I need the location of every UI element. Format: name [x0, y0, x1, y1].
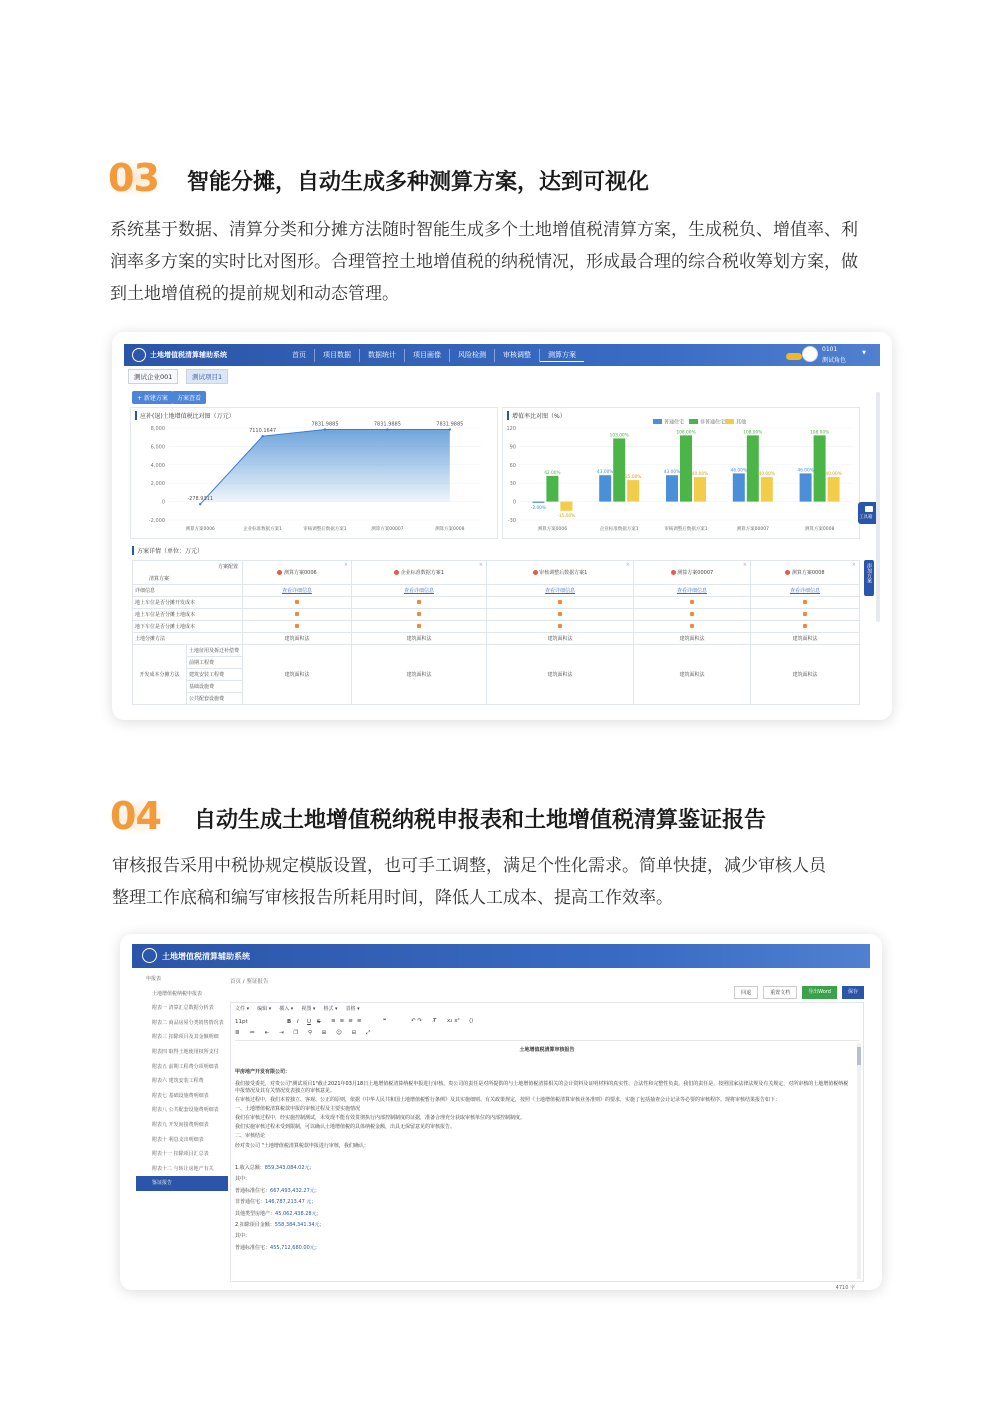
y-tick-label: 0	[161, 499, 165, 506]
table-cell	[352, 609, 487, 621]
chart-rate-bars	[503, 408, 861, 540]
corner-bottom: 清算方案	[149, 576, 170, 582]
amount-label: 普通标准住宅：	[235, 1244, 271, 1251]
font-size-select[interactable]: 11pt	[235, 1019, 248, 1025]
view-detail-link[interactable]: 查看详细信息	[352, 585, 487, 597]
bold-icon[interactable]: B	[287, 1019, 292, 1025]
table-row	[133, 597, 860, 609]
bar	[814, 435, 826, 501]
sidebar-item[interactable]: 附表五 前期工程费分项明细表	[152, 1063, 219, 1070]
toolbox-label: 工具箱	[859, 515, 873, 520]
data-label: 43.00%	[597, 470, 614, 476]
view-detail-link[interactable]: 查看详细信息	[243, 585, 352, 597]
view-detail-link[interactable]: 查看详细信息	[634, 585, 751, 597]
main-nav	[284, 349, 584, 362]
bar	[761, 477, 773, 502]
table-row	[133, 633, 860, 645]
sub-item-label: 基础设施费	[187, 681, 243, 693]
close-icon[interactable]: ×	[478, 562, 483, 568]
flag-icon	[558, 600, 562, 604]
amount-label: 2.扣除项目金额：	[235, 1221, 275, 1228]
data-label: 40.00%	[758, 472, 775, 478]
align-icons[interactable]: ≡≡≡≡	[331, 1018, 366, 1024]
amount-value: 558,384,341.34元；	[274, 1221, 325, 1228]
x-tick-label: 企业标准数据方案1	[243, 527, 283, 532]
bar	[532, 502, 544, 503]
amount-row	[235, 1245, 635, 1256]
amount-label: 非普通住宅：	[235, 1199, 266, 1206]
flag-icon	[558, 624, 562, 628]
scheme-column-header[interactable]	[352, 561, 487, 585]
list-icons[interactable]: ≣ ≔ ⇤ ⇥ ❐ ⚲ ⊞ ☺ ⊟ ⤢	[235, 1030, 375, 1036]
bar	[560, 502, 572, 511]
data-label: 103.00%	[609, 433, 629, 439]
sidebar-item[interactable]: 鉴证报告	[136, 1176, 228, 1191]
data-label: 46.00%	[730, 468, 747, 474]
row-label: 土地分摊方法	[133, 633, 243, 645]
nav-audit-adjust[interactable]: 审核调整	[495, 349, 540, 362]
rich-text-editor[interactable]	[230, 1002, 864, 1290]
italic-icon[interactable]: I	[297, 1019, 299, 1025]
report-sidebar	[136, 972, 228, 1282]
amount-row	[235, 1211, 635, 1222]
data-point	[199, 503, 201, 505]
data-label: 42.00%	[544, 470, 561, 476]
editor-menu-item[interactable]: 格式 ▾	[323, 1006, 338, 1012]
table-cell: 建筑面积法	[634, 633, 751, 645]
paragraph-line: 整理工作底稿和编写审核报告所耗用时间，降低人工成本、提高工作效率。	[112, 888, 673, 908]
new-scheme-button[interactable]: + 新建方案	[132, 391, 173, 404]
sidebar-item[interactable]: 附表一 清算汇总数据分析表	[152, 1005, 214, 1012]
legend-label: 其他	[736, 419, 747, 426]
data-label: 7831.9885	[436, 421, 464, 428]
y-tick-label: 0	[512, 499, 516, 506]
sidebar-item[interactable]: 附表八 公共配套设施费明细表	[152, 1107, 219, 1114]
close-icon[interactable]: ×	[742, 562, 747, 568]
flag-icon	[690, 600, 694, 604]
flag-icon	[803, 612, 807, 616]
legend-label: 普通住宅	[664, 419, 685, 426]
nav-home[interactable]: 首页	[284, 349, 315, 362]
y-tick-label: 120	[506, 426, 516, 432]
sidebar-item[interactable]: 附表四 取得土地使用权所支付	[152, 1048, 219, 1055]
document-paragraph: 我们实施审核过程未受到限制，可以确认土地增值税的具体纳税金额，出具无保留意见的审核报告。	[235, 1124, 456, 1131]
x-tick-label: 企业标准数据方案1	[599, 527, 639, 532]
scheme-column-header[interactable]	[750, 561, 859, 585]
area-fill	[200, 430, 450, 505]
sidebar-item[interactable]: 附表十一 扣除项目汇总表	[152, 1151, 209, 1158]
strike-icon[interactable]: S	[317, 1019, 321, 1025]
flag-icon	[690, 624, 694, 628]
table-cell	[634, 609, 751, 621]
table-cell	[243, 597, 352, 609]
amount-row	[235, 1188, 635, 1199]
section-number: 03	[108, 156, 159, 200]
section-title: 智能分摊，自动生成多种测算方案，达到可视化	[187, 170, 650, 195]
x-tick-label: 测算方案0006	[537, 527, 568, 532]
quote-icon[interactable]: ❝	[383, 1018, 386, 1024]
view-detail-link[interactable]: 查看详细信息	[750, 585, 859, 597]
paragraph-line: 审核报告采用中税协规定模版设置，也可手工调整，满足个性化需求。简单快捷，减少审核人员	[112, 856, 826, 876]
flag-icon	[417, 624, 421, 628]
document-paragraph: 我们接受委托，对贵公司"测试项目1"截止2021年03月18日土地增值税清算纳税申报进行审核。贵公司的责任是对所提供的与土地增值税清算相关的会计资料及证明材料的真实性、合法性和完整性负责。我们的责任是，按照国家法律法规及有关规定，对所审核的土地增值税纳税申报情况及其有关情况发表独立的审核意见。	[235, 1081, 849, 1094]
export-word-button[interactable]: 导出Word	[802, 986, 837, 999]
amount-row	[235, 1222, 635, 1233]
sub-item-label: 公共配套设施费	[187, 693, 243, 705]
flag-icon	[803, 600, 807, 604]
table-cell: 建筑面积法	[243, 645, 352, 705]
avatar	[802, 346, 818, 362]
scheme-status-icon	[394, 570, 399, 575]
bar	[800, 473, 812, 501]
bar	[546, 476, 558, 502]
flag-icon	[295, 612, 299, 616]
editor-menubar	[235, 1005, 360, 1012]
table-cell	[486, 621, 633, 633]
data-label: -2.00%	[530, 505, 547, 511]
scheme-column-header[interactable]	[486, 561, 633, 585]
section-paragraph	[110, 214, 900, 310]
report-actions	[734, 986, 864, 999]
table-cell	[750, 609, 859, 621]
editor-toolbar	[235, 1017, 859, 1041]
nav-risk-check[interactable]: 风险检测	[450, 349, 495, 362]
bar	[613, 438, 625, 501]
editor-menu-item[interactable]: 文件 ▾	[235, 1006, 250, 1012]
sub-item-label: 前期工程费	[187, 657, 243, 669]
data-label: 35.00%	[625, 475, 642, 481]
document-title: 土地增值税清算审核报告	[519, 1047, 575, 1053]
data-point	[386, 428, 388, 430]
chart-rate-title: 增值率比对图（%）	[507, 411, 566, 420]
table-cell: 建筑面积法	[352, 633, 487, 645]
scheme-status-icon	[277, 570, 282, 575]
scheme-name: 审核调整后数据方案1	[539, 570, 588, 576]
legend-swatch	[725, 419, 734, 424]
table-header-row	[133, 561, 860, 585]
scheme-column-header[interactable]	[634, 561, 751, 585]
data-label: 46.00%	[797, 468, 814, 474]
table-cell	[750, 621, 859, 633]
sidebar-item[interactable]: 附表十 利息支出明细表	[152, 1136, 204, 1143]
table-row	[133, 585, 860, 597]
editor-menu-item[interactable]: 视图 ▾	[301, 1006, 316, 1012]
data-label: 7831.9885	[373, 421, 401, 428]
y-tick-label: 30	[509, 481, 516, 488]
x-tick-label: 审核调整后数据方案1	[664, 527, 708, 532]
amount-row	[235, 1233, 635, 1244]
data-label: 43.00%	[663, 470, 681, 476]
table-cell	[352, 621, 487, 633]
sidebar-item[interactable]: 附表十二 与转让房地产有关	[152, 1165, 214, 1172]
screenshot-scheme-comparison	[112, 332, 892, 720]
corner-top: 方案配置	[217, 564, 238, 570]
close-icon[interactable]: ×	[851, 562, 856, 568]
group-label: 开发成本分摊方法	[133, 645, 187, 705]
sidebar-item[interactable]: 附表二 商品房屋分类销售情况表	[152, 1019, 224, 1026]
table-title: 方案详情（单位：万元）	[132, 546, 203, 555]
user-menu[interactable]	[796, 345, 866, 365]
table-corner	[133, 561, 243, 585]
flag-icon	[295, 600, 299, 604]
app-header	[132, 944, 870, 968]
close-icon[interactable]: ×	[625, 562, 630, 568]
row-label: 地上车位是否分摊开发成本	[133, 597, 243, 609]
data-label: 7110.1647	[249, 428, 277, 435]
y-tick-label: 4,000	[150, 462, 165, 469]
document-paragraph: 一、土地增值税清算税款申报的审核过程及主要实施情况	[235, 1106, 361, 1113]
data-label: 40.00%	[691, 472, 709, 478]
table-cell: 建筑面积法	[486, 645, 633, 705]
data-label: -15.00%	[557, 513, 576, 519]
amount-value: 859,343,084.02元；	[264, 1165, 315, 1171]
app-name: 土地增值税清算辅助系统	[150, 351, 227, 359]
amount-row	[235, 1176, 635, 1187]
amount-label: 1.收入总额：	[235, 1165, 265, 1171]
chart-rate-panel	[502, 407, 860, 539]
amount-value: 667,493,432.27元；	[270, 1187, 320, 1194]
section-paragraph	[112, 850, 902, 914]
data-label: 7831.9885	[311, 421, 339, 428]
data-label: 108.00%	[743, 430, 763, 436]
amount-label: 其他类型房地产：	[235, 1210, 276, 1217]
x-tick-label: 测算方案0006	[185, 527, 215, 532]
amount-label: 其中：	[235, 1233, 251, 1240]
clear-format-icon[interactable]: T̸	[433, 1018, 437, 1024]
flag-icon	[417, 612, 421, 616]
table-cell: 建筑面积法	[750, 645, 859, 705]
x-tick-label: 测算方案00007	[736, 527, 769, 532]
editor-menu-item[interactable]: 编辑 ▾	[257, 1006, 272, 1012]
data-label: 108.00%	[676, 430, 696, 436]
flag-icon	[295, 624, 299, 628]
table-cell	[634, 621, 751, 633]
table-cell	[634, 597, 751, 609]
sidebar-group[interactable]: 申报表	[146, 976, 162, 982]
table-row	[133, 645, 860, 657]
app-logo-icon	[132, 348, 146, 362]
legend-label: 非普通住宅	[700, 419, 726, 426]
add-scheme-tab[interactable]	[864, 560, 874, 596]
sidebar-item[interactable]: 附表六 建筑安装工程费	[152, 1078, 204, 1085]
table-row	[133, 609, 860, 621]
project-select[interactable]: 测试项目1	[186, 369, 228, 384]
word-count: 4710 字	[835, 1285, 855, 1290]
amount-list	[235, 1165, 635, 1256]
table-cell	[352, 597, 487, 609]
scheme-name: 测算方案0008	[791, 570, 825, 576]
nav-data-stats[interactable]: 数据统计	[360, 349, 405, 362]
company-select[interactable]: 测试企业001	[128, 369, 178, 384]
bar	[747, 435, 759, 501]
bar	[828, 477, 840, 502]
nav-calc-scheme[interactable]: 测算方案	[540, 349, 584, 362]
sidebar-item[interactable]: 附表七 基础设施费明细表	[152, 1092, 209, 1099]
app-header	[124, 344, 880, 366]
user-role: 测试角色	[822, 357, 847, 364]
amount-value: 146,787,213.47 元；	[265, 1199, 317, 1206]
scheme-name: 测算方案0006	[283, 570, 317, 576]
amount-row	[235, 1165, 635, 1176]
breadcrumb: 首页 / 鉴证报告	[230, 979, 269, 985]
paragraph-line: 润率多方案的实时比对图形。合理管控土地增值税的纳税情况，形成最合理的综合税收筹划方案，做	[110, 252, 858, 272]
bar	[627, 480, 639, 501]
table-cell: 建筑面积法	[243, 633, 352, 645]
scheme-column-header[interactable]	[243, 561, 352, 585]
scheme-detail-table	[132, 560, 860, 705]
app-name: 土地增值税清算辅助系统	[162, 952, 250, 961]
save-button[interactable]: 保存	[842, 986, 864, 999]
amount-label: 普通标准住宅：	[235, 1187, 271, 1194]
table-cell	[486, 609, 633, 621]
y-tick-label: -30	[507, 518, 516, 524]
legend-swatch	[689, 419, 698, 424]
close-icon[interactable]: ×	[343, 562, 349, 568]
table-cell	[243, 621, 352, 633]
document-addressee: 甲房地产开发有限公司：	[235, 1069, 291, 1075]
sub-item-label: 建筑安装工程费	[187, 669, 243, 681]
document-paragraph: 在审核过程中，我们本着独立、客观、公正的原则，依据《中华人民共和国土地增值税暂行条例》及其实施细则、有关政策规定，按照《土地增值税清算审核业务准则》的要求，实施了包括抽查会计记录等必要的审核程序。现将审核结果报告如下：	[235, 1096, 781, 1103]
scheme-status-icon	[785, 570, 790, 575]
bar	[666, 475, 678, 501]
row-label: 地下车位是否分摊土地成本	[133, 621, 243, 633]
x-tick-label: 测算方案0008	[435, 527, 465, 532]
flag-icon	[417, 600, 421, 604]
nav-project-data[interactable]: 项目数据	[315, 349, 360, 362]
editor-menu-item[interactable]: 表格 ▾	[345, 1006, 360, 1012]
x-tick-label: 测算方案00007	[371, 527, 404, 532]
data-label: 108.00%	[810, 430, 830, 436]
user-id: 0101	[822, 346, 838, 353]
sidebar-item[interactable]: 附表三 扣除项目及其金额明细	[152, 1034, 219, 1041]
table-cell: 建筑面积法	[352, 645, 487, 705]
y-tick-label: -2,000	[148, 518, 165, 524]
rollback-button[interactable]: 回退	[734, 986, 758, 999]
view-detail-link[interactable]: 查看详细信息	[486, 585, 633, 597]
document-body	[235, 1081, 851, 1152]
screenshot-audit-report	[120, 934, 882, 1290]
data-point	[324, 428, 326, 430]
code-icon[interactable]: ⟨⟩	[469, 1018, 474, 1024]
section-number: 04	[110, 794, 161, 838]
table-cell	[750, 597, 859, 609]
data-point	[261, 435, 263, 437]
flag-icon	[558, 612, 562, 616]
nav-project-portrait[interactable]: 项目画像	[405, 349, 450, 362]
bar	[733, 473, 745, 501]
table-cell	[243, 609, 352, 621]
document-paragraph: 二、审核结论	[235, 1133, 266, 1140]
amount-value: 455,712,680.00元；	[270, 1244, 320, 1251]
paragraph-line: 到土地增值税的提前规划和动态管理。	[110, 284, 399, 304]
app-logo-icon	[142, 948, 157, 963]
editor-scrollbar[interactable]	[857, 1043, 861, 1279]
view-scheme-button[interactable]: 方案查看	[172, 391, 206, 404]
bar	[694, 477, 706, 502]
flag-icon	[690, 612, 694, 616]
table-cell: 建筑面积法	[486, 633, 633, 645]
document-paragraph: 经对贵公司 "土地增值税清算税款申报进行审核，我们确认：	[235, 1142, 369, 1149]
data-label: 40.00%	[825, 472, 842, 478]
y-tick-label: 90	[509, 444, 516, 451]
document-paragraph: 我们在审核过程中，经实施控制测试，未发现不能有效贯彻执行内部控制制度的证据，准备合理充分获取审核单位的内部控制制度。	[235, 1115, 526, 1122]
chevron-down-icon: ▼	[862, 350, 866, 356]
scheme-name: 企业标准数据方案1	[400, 570, 444, 576]
x-tick-label: 测算方案0008	[804, 527, 835, 532]
scrollbar[interactable]	[876, 392, 880, 622]
row-label: 详细信息	[133, 585, 243, 597]
scheme-status-icon	[671, 570, 676, 575]
data-point	[449, 428, 451, 430]
y-tick-label: 8,000	[150, 426, 165, 432]
data-label: -278.9311	[187, 496, 214, 503]
chart-tax-panel	[130, 407, 498, 539]
table-cell: 建筑面积法	[634, 645, 751, 705]
toolbox-icon	[865, 506, 873, 512]
bar	[599, 475, 611, 501]
sub-item-label: 土地征用及拆迁补偿费	[187, 645, 243, 657]
underline-icon[interactable]: U	[307, 1019, 312, 1025]
table-cell: 建筑面积法	[750, 633, 859, 645]
paragraph-line: 系统基于数据、清算分类和分摊方法随时智能生成多个土地增值税清算方案，生成税负、增值率、利	[110, 220, 858, 240]
table-cell	[486, 597, 633, 609]
section-title: 自动生成土地增值税纳税申报表和土地增值税清算鉴证报告	[194, 808, 767, 833]
link-icon[interactable]: ↶ ↷	[411, 1018, 422, 1024]
bar	[680, 435, 692, 501]
sidebar-item[interactable]: 土地增值税纳税申报表	[152, 990, 203, 997]
flag-icon	[803, 624, 807, 628]
amount-label: 其中：	[235, 1176, 251, 1183]
x-tick-label: 审核调整后数据方案1	[303, 527, 347, 532]
amount-row	[235, 1199, 635, 1210]
amount-value: 45,062,438.28元；	[275, 1210, 322, 1217]
add-scheme-tab-label: 添加方案	[866, 563, 872, 583]
editor-menu-item[interactable]: 插入 ▾	[279, 1006, 294, 1012]
y-tick-label: 60	[509, 462, 516, 469]
chart-tax-area	[131, 408, 499, 540]
scheme-name: 测算方案00007	[677, 570, 714, 576]
y-tick-label: 6,000	[150, 444, 165, 451]
legend-swatch	[653, 419, 662, 424]
subscript-icon[interactable]: x₂ x²	[447, 1018, 460, 1024]
reset-doc-button[interactable]: 重置文档	[763, 986, 797, 999]
table-row	[133, 621, 860, 633]
y-tick-label: 2,000	[150, 481, 165, 488]
scheme-status-icon	[533, 570, 538, 575]
sidebar-item[interactable]: 附表九 开发间接费明细表	[152, 1121, 209, 1128]
row-label: 地上车位是否分摊土地成本	[133, 609, 243, 621]
chart-tax-title: 应补(退)土地增值税比对图（万元）	[135, 411, 235, 420]
